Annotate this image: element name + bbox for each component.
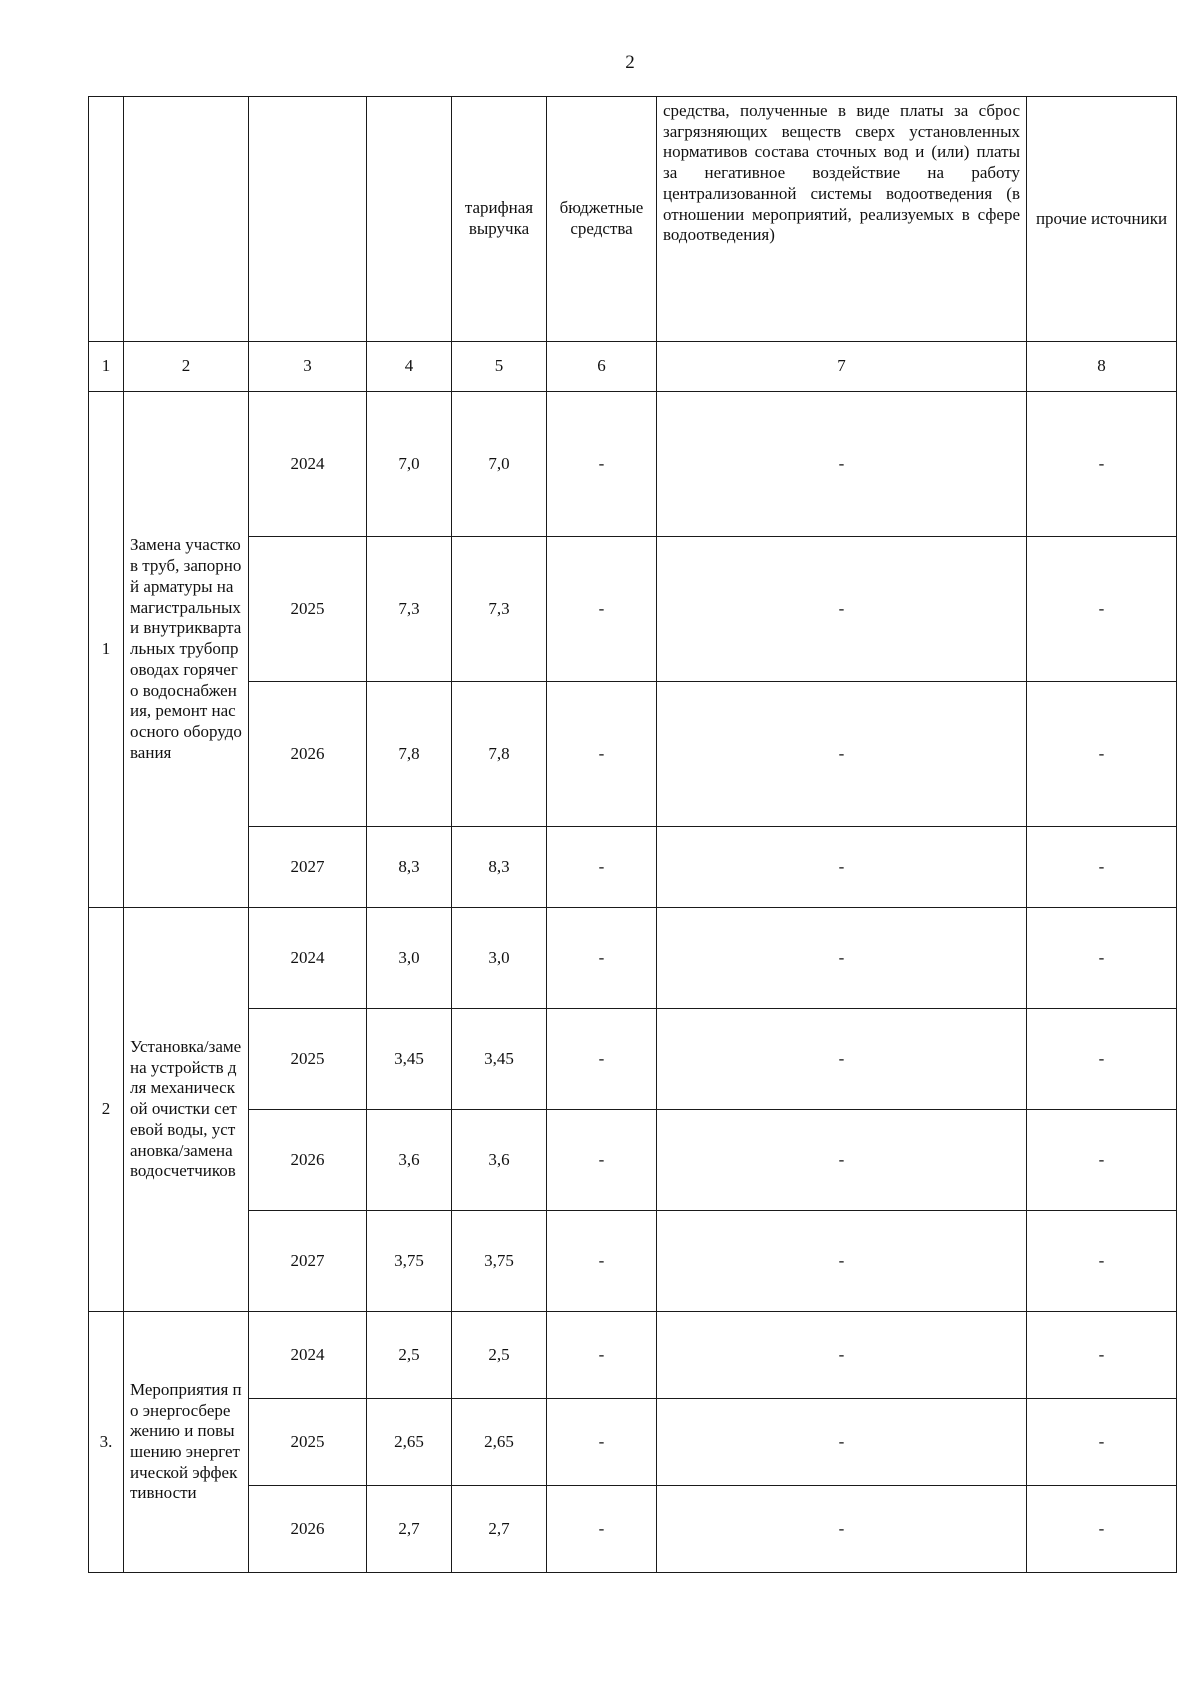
tariff-cell: 7,8 [452, 682, 547, 827]
year-cell: 2027 [249, 1211, 367, 1312]
year-cell: 2026 [249, 1110, 367, 1211]
item-index: 1 [89, 392, 124, 908]
total-cell: 2,5 [367, 1312, 452, 1399]
table-row [89, 827, 1177, 908]
item-index: 2 [89, 908, 124, 1312]
tariff-cell: 7,3 [452, 537, 547, 682]
tariff-cell: 3,45 [452, 1009, 547, 1110]
other-cell: - [1027, 682, 1177, 827]
table-row [89, 1312, 1177, 1399]
year-cell: 2026 [249, 682, 367, 827]
column-number: 4 [367, 342, 452, 392]
financing-table [88, 96, 1177, 1573]
other-cell: - [1027, 392, 1177, 537]
tariff-cell: 2,7 [452, 1486, 547, 1573]
header-cell-2 [124, 97, 249, 342]
header-cell-1 [89, 97, 124, 342]
column-number: 1 [89, 342, 124, 392]
other-cell: - [1027, 1009, 1177, 1110]
item-index: 3. [89, 1312, 124, 1573]
table-row [89, 392, 1177, 537]
column-number: 3 [249, 342, 367, 392]
header-row [89, 97, 1177, 342]
fees-cell: - [657, 682, 1027, 827]
tariff-cell: 8,3 [452, 827, 547, 908]
tariff-cell: 7,0 [452, 392, 547, 537]
header-discharge-fees: средства, полученные в виде платы за сброс загрязняющих веществ сверх установленных нормативов состава сточных вод и (или) платы за негативное воздействие на работу централизованной системы водоотведения (в отношении мероприятий, реализуемых в сфере водоотведения) [657, 97, 1027, 342]
total-cell: 3,45 [367, 1009, 452, 1110]
tariff-cell: 2,65 [452, 1399, 547, 1486]
budget-cell: - [547, 1009, 657, 1110]
table-row [89, 1211, 1177, 1312]
year-cell: 2024 [249, 392, 367, 537]
total-cell: 3,0 [367, 908, 452, 1009]
budget-cell: - [547, 1399, 657, 1486]
header-budget-funds: бюджетные средства [547, 97, 657, 342]
header-cell-4 [367, 97, 452, 342]
year-cell: 2027 [249, 827, 367, 908]
fees-cell: - [657, 1211, 1027, 1312]
column-numbers-row [89, 342, 1177, 392]
column-number: 5 [452, 342, 547, 392]
fees-cell: - [657, 1110, 1027, 1211]
other-cell: - [1027, 1110, 1177, 1211]
other-cell: - [1027, 1399, 1177, 1486]
fees-cell: - [657, 1009, 1027, 1110]
fees-cell: - [657, 827, 1027, 908]
budget-cell: - [547, 827, 657, 908]
other-cell: - [1027, 1312, 1177, 1399]
table-row [89, 537, 1177, 682]
tariff-cell: 3,0 [452, 908, 547, 1009]
column-number: 6 [547, 342, 657, 392]
total-cell: 3,75 [367, 1211, 452, 1312]
year-cell: 2025 [249, 1399, 367, 1486]
header-tariff-revenue: тарифная выручка [452, 97, 547, 342]
budget-cell: - [547, 1110, 657, 1211]
item-name: Установка/замена устройств для механической очистки сетевой воды, установка/замена водосчетчиков [124, 908, 249, 1312]
table-row [89, 1486, 1177, 1573]
total-cell: 3,6 [367, 1110, 452, 1211]
table-row [89, 1399, 1177, 1486]
fees-cell: - [657, 537, 1027, 682]
tariff-cell: 3,6 [452, 1110, 547, 1211]
year-cell: 2026 [249, 1486, 367, 1573]
budget-cell: - [547, 682, 657, 827]
budget-cell: - [547, 1312, 657, 1399]
budget-cell: - [547, 908, 657, 1009]
total-cell: 2,65 [367, 1399, 452, 1486]
column-number: 7 [657, 342, 1027, 392]
total-cell: 7,3 [367, 537, 452, 682]
tariff-cell: 3,75 [452, 1211, 547, 1312]
fees-cell: - [657, 1399, 1027, 1486]
budget-cell: - [547, 392, 657, 537]
budget-cell: - [547, 1211, 657, 1312]
total-cell: 8,3 [367, 827, 452, 908]
other-cell: - [1027, 537, 1177, 682]
header-cell-3 [249, 97, 367, 342]
fees-cell: - [657, 392, 1027, 537]
budget-cell: - [547, 537, 657, 682]
other-cell: - [1027, 1486, 1177, 1573]
page-number: 2 [625, 52, 635, 73]
other-cell: - [1027, 1211, 1177, 1312]
header-other-sources: прочие источники [1027, 97, 1177, 342]
item-name: Мероприятия по энергосбережению и повышению энергетической эффективности [124, 1312, 249, 1573]
total-cell: 7,8 [367, 682, 452, 827]
tariff-cell: 2,5 [452, 1312, 547, 1399]
total-cell: 2,7 [367, 1486, 452, 1573]
column-number: 8 [1027, 342, 1177, 392]
table-row [89, 908, 1177, 1009]
year-cell: 2025 [249, 1009, 367, 1110]
table-row [89, 1009, 1177, 1110]
fees-cell: - [657, 908, 1027, 1009]
item-name: Замена участков труб, запорной арматуры на магистральных и внутриквартальных трубопроводах горячего водоснабжения, ремонт насосного оборудования [124, 392, 249, 908]
budget-cell: - [547, 1486, 657, 1573]
other-cell: - [1027, 827, 1177, 908]
fees-cell: - [657, 1486, 1027, 1573]
year-cell: 2024 [249, 908, 367, 1009]
table-row [89, 682, 1177, 827]
total-cell: 7,0 [367, 392, 452, 537]
other-cell: - [1027, 908, 1177, 1009]
column-number: 2 [124, 342, 249, 392]
table-row [89, 1110, 1177, 1211]
year-cell: 2025 [249, 537, 367, 682]
fees-cell: - [657, 1312, 1027, 1399]
year-cell: 2024 [249, 1312, 367, 1399]
